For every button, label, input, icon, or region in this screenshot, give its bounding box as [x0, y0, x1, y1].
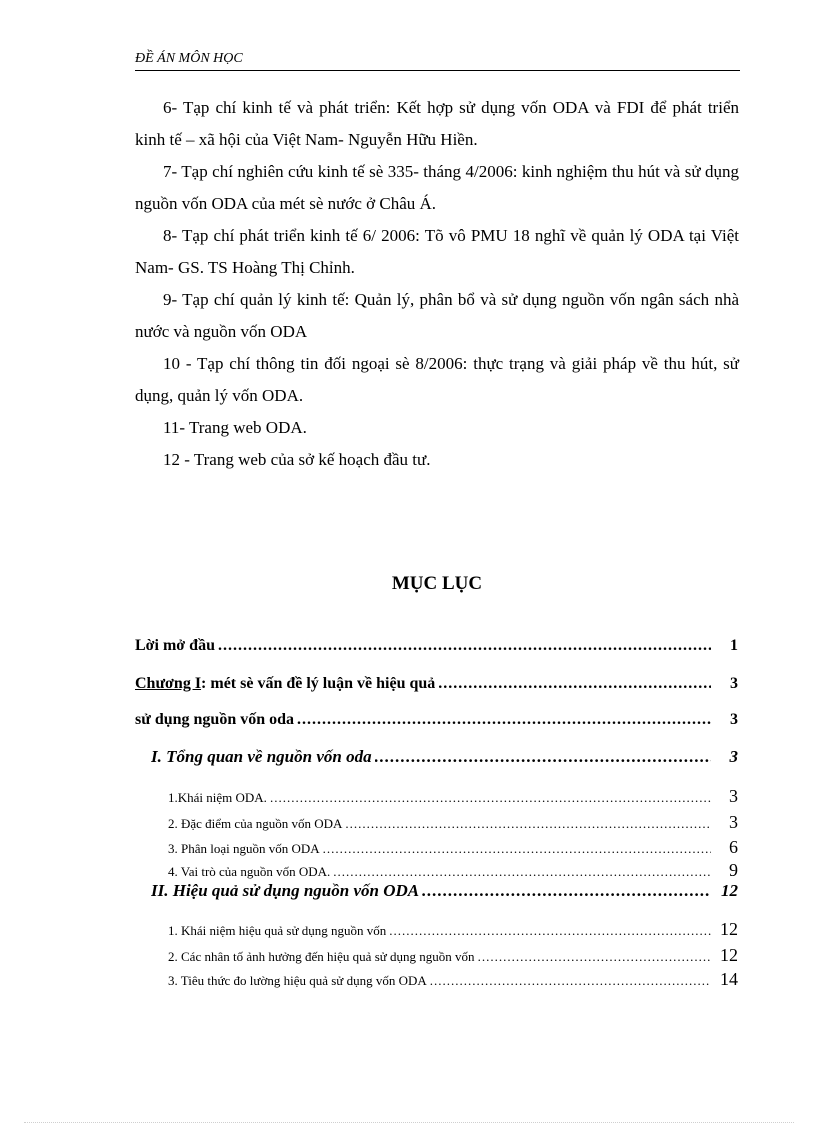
toc-entry	[168, 969, 738, 990]
toc-entry-page: 6	[729, 837, 738, 857]
toc-leader-dots	[478, 949, 711, 965]
toc-entry-label: 4. Vai trò của nguồn vốn ODA.	[168, 864, 331, 879]
toc-entry	[168, 919, 738, 940]
header-title: ĐỀ ÁN MÔN HỌC	[135, 51, 243, 66]
toc-leader-dots	[430, 973, 711, 989]
toc-leader-dots	[375, 747, 711, 767]
toc-entry-page: 3	[729, 812, 738, 832]
toc-entry	[168, 837, 738, 858]
toc-entry-label: 1. Khái niệm hiệu quả sử dụng nguồn vốn	[168, 923, 387, 938]
toc-entry-page: 3	[729, 747, 738, 766]
toc-entry	[151, 881, 738, 901]
toc-leader-dots	[422, 881, 711, 901]
toc-entry-label: 1.Khái niệm ODA.	[168, 790, 267, 805]
toc-entry-label: 3. Phân loại nguồn vốn ODA	[168, 841, 320, 856]
toc-entry	[168, 812, 738, 833]
toc-entry-label: 3. Tiêu thức đo lường hiệu quả sử dụng vốn ODA	[168, 973, 427, 988]
toc-entry-label: 2. Các nhân tố ảnh hưởng đến hiệu quả sử dụng nguồn vốn	[168, 949, 475, 964]
toc-entry-page: 12	[721, 881, 738, 900]
toc-entry-page: 14	[720, 969, 738, 989]
toc-entry-label: Lời mở đầu	[135, 637, 215, 654]
toc-entry-label: 2. Đặc điểm của nguồn vốn ODA	[168, 816, 343, 831]
toc-title: MỤC LỤC	[391, 573, 483, 594]
toc-chapter-prefix: Chương I	[135, 675, 202, 692]
reference-item: 6- Tạp chí kinh tế và phát triển: Kết hợp sử dụng vốn ODA và FDI để phát triển kinh tế – xã hội của Việt Nam- Nguyễn Hữu Hiền.	[135, 98, 739, 149]
toc-leader-dots	[297, 711, 711, 729]
toc-entry-label: sử dụng nguồn vốn oda	[135, 711, 295, 728]
toc-leader-dots	[389, 923, 711, 939]
reference-item: 8- Tạp chí phát triển kinh tế 6/ 2006: Tõ vô PMU 18 nghĩ về quản lý ODA tại Việt Nam- GS. TS Hoàng Thị Chỉnh.	[135, 226, 739, 277]
reference-item: 11- Trang web ODA.	[163, 418, 307, 437]
toc-leader-dots	[438, 675, 711, 693]
toc-leader-dots	[345, 816, 711, 832]
page-header	[135, 50, 740, 71]
toc-entry-page: 9	[729, 860, 738, 880]
toc-leader-dots	[218, 637, 711, 655]
toc-entry-label: I. Tổng quan về nguồn vốn oda	[151, 747, 372, 766]
toc-entry	[168, 945, 738, 966]
toc-entry-page: 3	[730, 711, 738, 728]
toc-entry-page: 1	[730, 637, 738, 654]
toc-leader-dots	[323, 841, 711, 857]
reference-item: 7- Tạp chí nghiên cứu kinh tế sè 335- tháng 4/2006: kinh nghiệm thu hút và sử dụng nguồn vốn ODA của mét sè nước ở Châu Á.	[135, 162, 739, 213]
toc-entry	[135, 637, 738, 655]
reference-item: 9- Tạp chí quản lý kinh tế: Quản lý, phân bổ và sử dụng nguồn vốn ngân sách nhà nước và nguồn vốn ODA	[135, 290, 739, 341]
toc-entry	[168, 860, 738, 881]
reference-item: 10 - Tạp chí thông tin đối ngoại sè 8/2006: thực trạng và giải pháp về thu hút, sử dụng, quản lý vốn ODA.	[135, 354, 739, 405]
toc-entry-label: II. Hiệu quả sử dụng nguồn vốn ODA	[151, 881, 420, 900]
toc-entry	[168, 786, 738, 807]
toc-entry-page: 3	[730, 675, 738, 692]
toc-entry-page: 3	[729, 786, 738, 806]
toc-entry-page: 12	[720, 945, 738, 965]
toc-entry	[135, 711, 738, 729]
toc-entry	[135, 675, 738, 693]
toc-entry-page: 12	[720, 919, 738, 939]
reference-item: 12 - Trang web của sở kế hoạch đầu tư.	[163, 450, 431, 469]
toc-leader-dots	[270, 790, 711, 806]
toc-entry-label: Chương I: mét sè vấn đề lý luận về hiệu quả	[135, 675, 436, 692]
toc-entry	[151, 747, 738, 767]
toc-leader-dots	[333, 864, 711, 880]
reference-list	[135, 92, 739, 476]
